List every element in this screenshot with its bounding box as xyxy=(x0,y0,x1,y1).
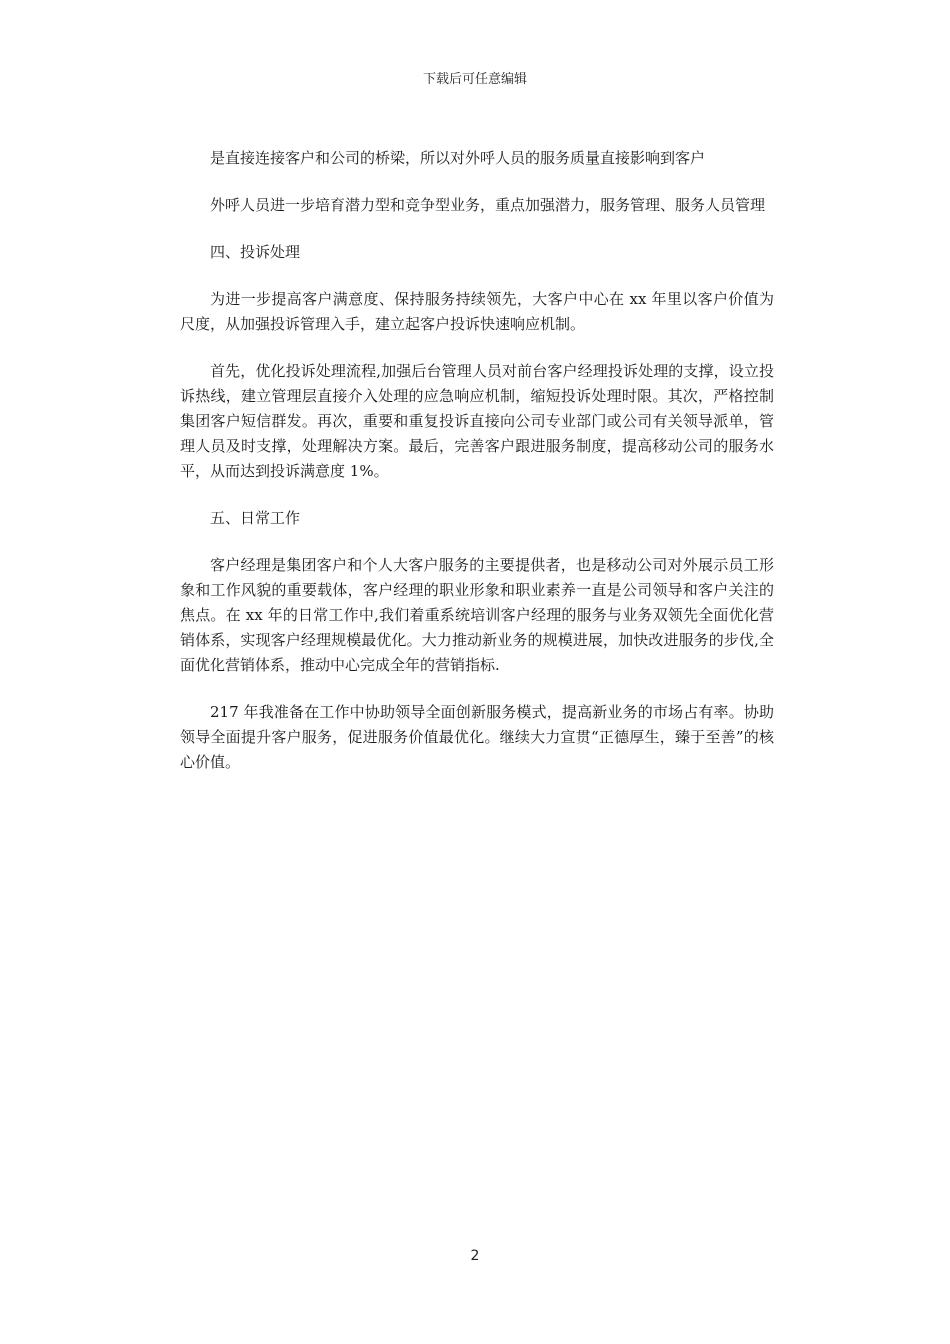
paragraph: 客户经理是集团客户和个人大客户服务的主要提供者，也是移动公司对外展示员工形象和工作风貌的重要载体，客户经理的职业形象和职业素养一直是公司领导和客户关注的焦点。在 xx 年的日常工作中,我们着重系统培训客户经理的服务与业务双领先全面优化营销体系，实现客户经理规模最优化。大力推动新业务的规模进展，加快改进服务的步伐,全面优化营销体系，推动中心完成全年的营销指标. xyxy=(180,556,774,674)
paragraph: 217 年我准备在工作中协助领导全面创新服务模式，提高新业务的市场占有率。协助领导全面提升客户服务，促进服务价值最优化。继续大力宣贯“正德厚生，臻于至善”的核心价值。 xyxy=(180,703,774,771)
page-number: 2 xyxy=(470,1248,480,1264)
paragraph: 是直接连接客户和公司的桥梁，所以对外呼人员的服务质量直接影响到客户 xyxy=(210,149,706,167)
page-header: 下载后可任意编辑 xyxy=(422,72,527,87)
section-heading: 四、投诉处理 xyxy=(210,243,301,261)
document-body xyxy=(180,146,774,797)
section-heading: 五、日常工作 xyxy=(210,509,301,527)
paragraph: 首先，优化投诉处理流程,加强后台管理人员对前台客户经理投诉处理的支撑，设立投诉热线，建立管理层直接介入处理的应急响应机制，缩短投诉处理时限。其次，严格控制集团客户短信群发。再次，重要和重复投诉直接向公司专业部门或公司有关领导派单，管理人员及时支撑，处理解决方案。最后，完善客户跟进服务制度，提高移动公司的服务水平，从而达到投诉满意度 1%。 xyxy=(180,362,774,480)
paragraph: 外呼人员进一步培育潜力型和竞争型业务，重点加强潜力，服务管理、服务人员管理 xyxy=(210,196,766,214)
paragraph: 为进一步提高客户满意度、保持服务持续领先，大客户中心在 xx 年里以客户价值为尺度，从加强投诉管理入手，建立起客户投诉快速响应机制。 xyxy=(180,290,774,333)
